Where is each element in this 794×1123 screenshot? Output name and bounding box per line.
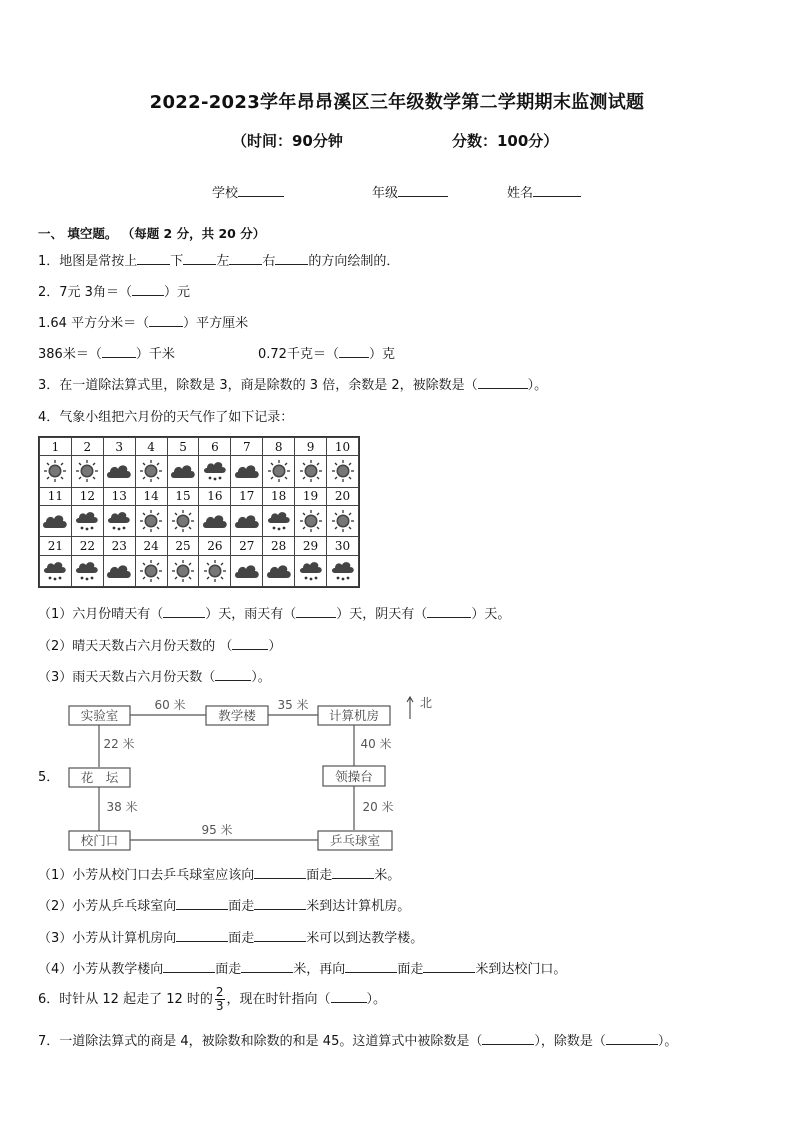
question-4: 4．气象小组把六月份的天气作了如下记录： bbox=[38, 410, 294, 425]
day-number: 27 bbox=[231, 537, 263, 555]
grade-field bbox=[372, 182, 448, 201]
cloudy-icon bbox=[263, 555, 295, 586]
day-number: 23 bbox=[103, 537, 135, 555]
day-number: 21 bbox=[40, 537, 72, 555]
place-pingpong-room: 乒乓球室 bbox=[329, 833, 381, 848]
day-number: 18 bbox=[263, 487, 295, 505]
day-number: 12 bbox=[71, 487, 103, 505]
question-1: 1．地图是常按上 下 左 右 的方向绘制的． bbox=[38, 254, 400, 269]
day-number: 2 bbox=[71, 438, 103, 456]
distance-35: 35 米 bbox=[277, 698, 309, 712]
question-2-line-3: 386米＝（ ）千米 bbox=[38, 347, 175, 362]
rain-icon bbox=[71, 505, 103, 536]
sunny-icon bbox=[40, 456, 72, 487]
rain-icon bbox=[40, 555, 72, 586]
question-4-sub-1: （1）六月份晴天有（ ）天，雨天有（ ）天，阴天有（ ）天。 bbox=[38, 607, 511, 622]
question-4-sub-3: （3）雨天天数占六月份天数（ ）。 bbox=[38, 670, 271, 685]
day-number: 8 bbox=[263, 438, 295, 456]
question-4-sub-2: （2）晴天天数占六月份天数的 （ ） bbox=[38, 639, 282, 654]
question-5-sub-1: （1）小芳从校门口去乒乓球室应该向 面走 米。 bbox=[38, 868, 401, 883]
sunny-icon bbox=[135, 456, 167, 487]
sunny-icon bbox=[295, 456, 327, 487]
day-number: 3 bbox=[103, 438, 135, 456]
cloudy-icon bbox=[231, 555, 263, 586]
sunny-icon bbox=[199, 555, 231, 586]
cloudy-icon bbox=[167, 456, 199, 487]
day-number: 29 bbox=[295, 537, 327, 555]
cloudy-icon bbox=[199, 505, 231, 536]
question-7: 7．一道除法算式的商是 4，被除数和除数的和是 45。这道算式中被除数是（ ），除数是（ ）。 bbox=[38, 1034, 678, 1049]
day-number: 26 bbox=[199, 537, 231, 555]
cloudy-icon bbox=[103, 456, 135, 487]
day-number: 24 bbox=[135, 537, 167, 555]
section-heading: 一、 填空题。 （每题 2 分，共 20 分） bbox=[38, 226, 266, 241]
day-number: 22 bbox=[71, 537, 103, 555]
question-2-line-1: 2．7元 3角＝（ ）元 bbox=[38, 285, 190, 300]
day-number: 16 bbox=[199, 487, 231, 505]
place-garden: 花 坛 bbox=[80, 770, 119, 785]
day-number: 11 bbox=[40, 487, 72, 505]
question-5-number: 5． bbox=[38, 770, 60, 785]
rain-icon bbox=[263, 505, 295, 536]
sunny-icon bbox=[167, 505, 199, 536]
distance-95: 95 米 bbox=[201, 823, 233, 837]
place-gate: 校门口 bbox=[80, 833, 119, 848]
distance-38: 38 米 bbox=[106, 800, 138, 814]
place-lab: 实验室 bbox=[80, 708, 119, 723]
question-2-line-2: 1.64 平方分米＝（ ）平方厘米 bbox=[38, 316, 249, 331]
campus-map bbox=[64, 692, 444, 857]
place-computer-room: 计算机房 bbox=[328, 708, 380, 723]
distance-22: 22 米 bbox=[103, 737, 135, 751]
sunny-icon bbox=[263, 456, 295, 487]
weather-table bbox=[38, 436, 360, 588]
north-label: 北 bbox=[420, 696, 433, 710]
rain-icon bbox=[71, 555, 103, 586]
day-number: 9 bbox=[295, 438, 327, 456]
sunny-icon bbox=[135, 555, 167, 586]
day-number: 14 bbox=[135, 487, 167, 505]
sunny-icon bbox=[167, 555, 199, 586]
grade-label: 年级 bbox=[372, 186, 399, 201]
exam-time: （时间：90分钟 bbox=[232, 132, 343, 150]
day-number: 28 bbox=[263, 537, 295, 555]
day-number: 7 bbox=[231, 438, 263, 456]
day-number: 20 bbox=[327, 487, 359, 505]
sunny-icon bbox=[327, 456, 359, 487]
fraction-two-thirds: $\frac{2}{3}$ bbox=[215, 985, 224, 1013]
page-title: 2022-2023学年昂昂溪区三年级数学第二学期期末监测试题 bbox=[149, 92, 645, 113]
question-5-sub-4: （4）小芳从教学楼向 面走 米，再向 面走 米到达校门口。 bbox=[38, 962, 567, 977]
day-number: 5 bbox=[167, 438, 199, 456]
name-label: 姓名 bbox=[507, 186, 534, 201]
rain-icon bbox=[327, 555, 359, 586]
school-label: 学校 bbox=[212, 186, 239, 201]
day-number: 10 bbox=[327, 438, 359, 456]
question-6: 6．时针从 12 起走了 12 时的 $\frac{2}{3}$ ，现在时针指向（ ）。 bbox=[38, 985, 387, 1013]
question-3: 3．在一道除法算式里，除数是 3，商是除数的 3 倍，余数是 2，被除数是（ ）。 bbox=[38, 378, 548, 393]
sunny-icon bbox=[71, 456, 103, 487]
rain-icon bbox=[295, 555, 327, 586]
day-number: 13 bbox=[103, 487, 135, 505]
distance-40: 40 米 bbox=[360, 737, 392, 751]
distance-60: 60 米 bbox=[154, 698, 186, 712]
question-5-sub-2: （2）小芳从乒乓球室向 面走 米到达计算机房。 bbox=[38, 899, 411, 914]
day-number: 17 bbox=[231, 487, 263, 505]
day-number: 6 bbox=[199, 438, 231, 456]
day-number: 25 bbox=[167, 537, 199, 555]
school-field bbox=[212, 182, 284, 201]
cloudy-icon bbox=[231, 456, 263, 487]
rain-icon bbox=[103, 505, 135, 536]
day-number: 1 bbox=[40, 438, 72, 456]
sunny-icon bbox=[135, 505, 167, 536]
day-number: 30 bbox=[327, 537, 359, 555]
exam-score: 分数：100分） bbox=[452, 132, 559, 150]
sunny-icon bbox=[327, 505, 359, 536]
day-number: 15 bbox=[167, 487, 199, 505]
day-number: 4 bbox=[135, 438, 167, 456]
north-arrow bbox=[407, 697, 413, 719]
distance-20: 20 米 bbox=[362, 800, 394, 814]
rain-icon bbox=[199, 456, 231, 487]
question-5-sub-3: （3）小芳从计算机房向 面走 米可以到达教学楼。 bbox=[38, 931, 424, 946]
sunny-icon bbox=[295, 505, 327, 536]
question-2-line-3b: 0.72千克＝（ ）克 bbox=[258, 347, 395, 362]
place-stage: 领操台 bbox=[335, 769, 373, 784]
cloudy-icon bbox=[103, 555, 135, 586]
day-number: 19 bbox=[295, 487, 327, 505]
place-teaching-building: 教学楼 bbox=[218, 708, 256, 723]
name-field bbox=[507, 182, 581, 201]
cloudy-icon bbox=[231, 505, 263, 536]
cloudy-icon bbox=[40, 505, 72, 536]
